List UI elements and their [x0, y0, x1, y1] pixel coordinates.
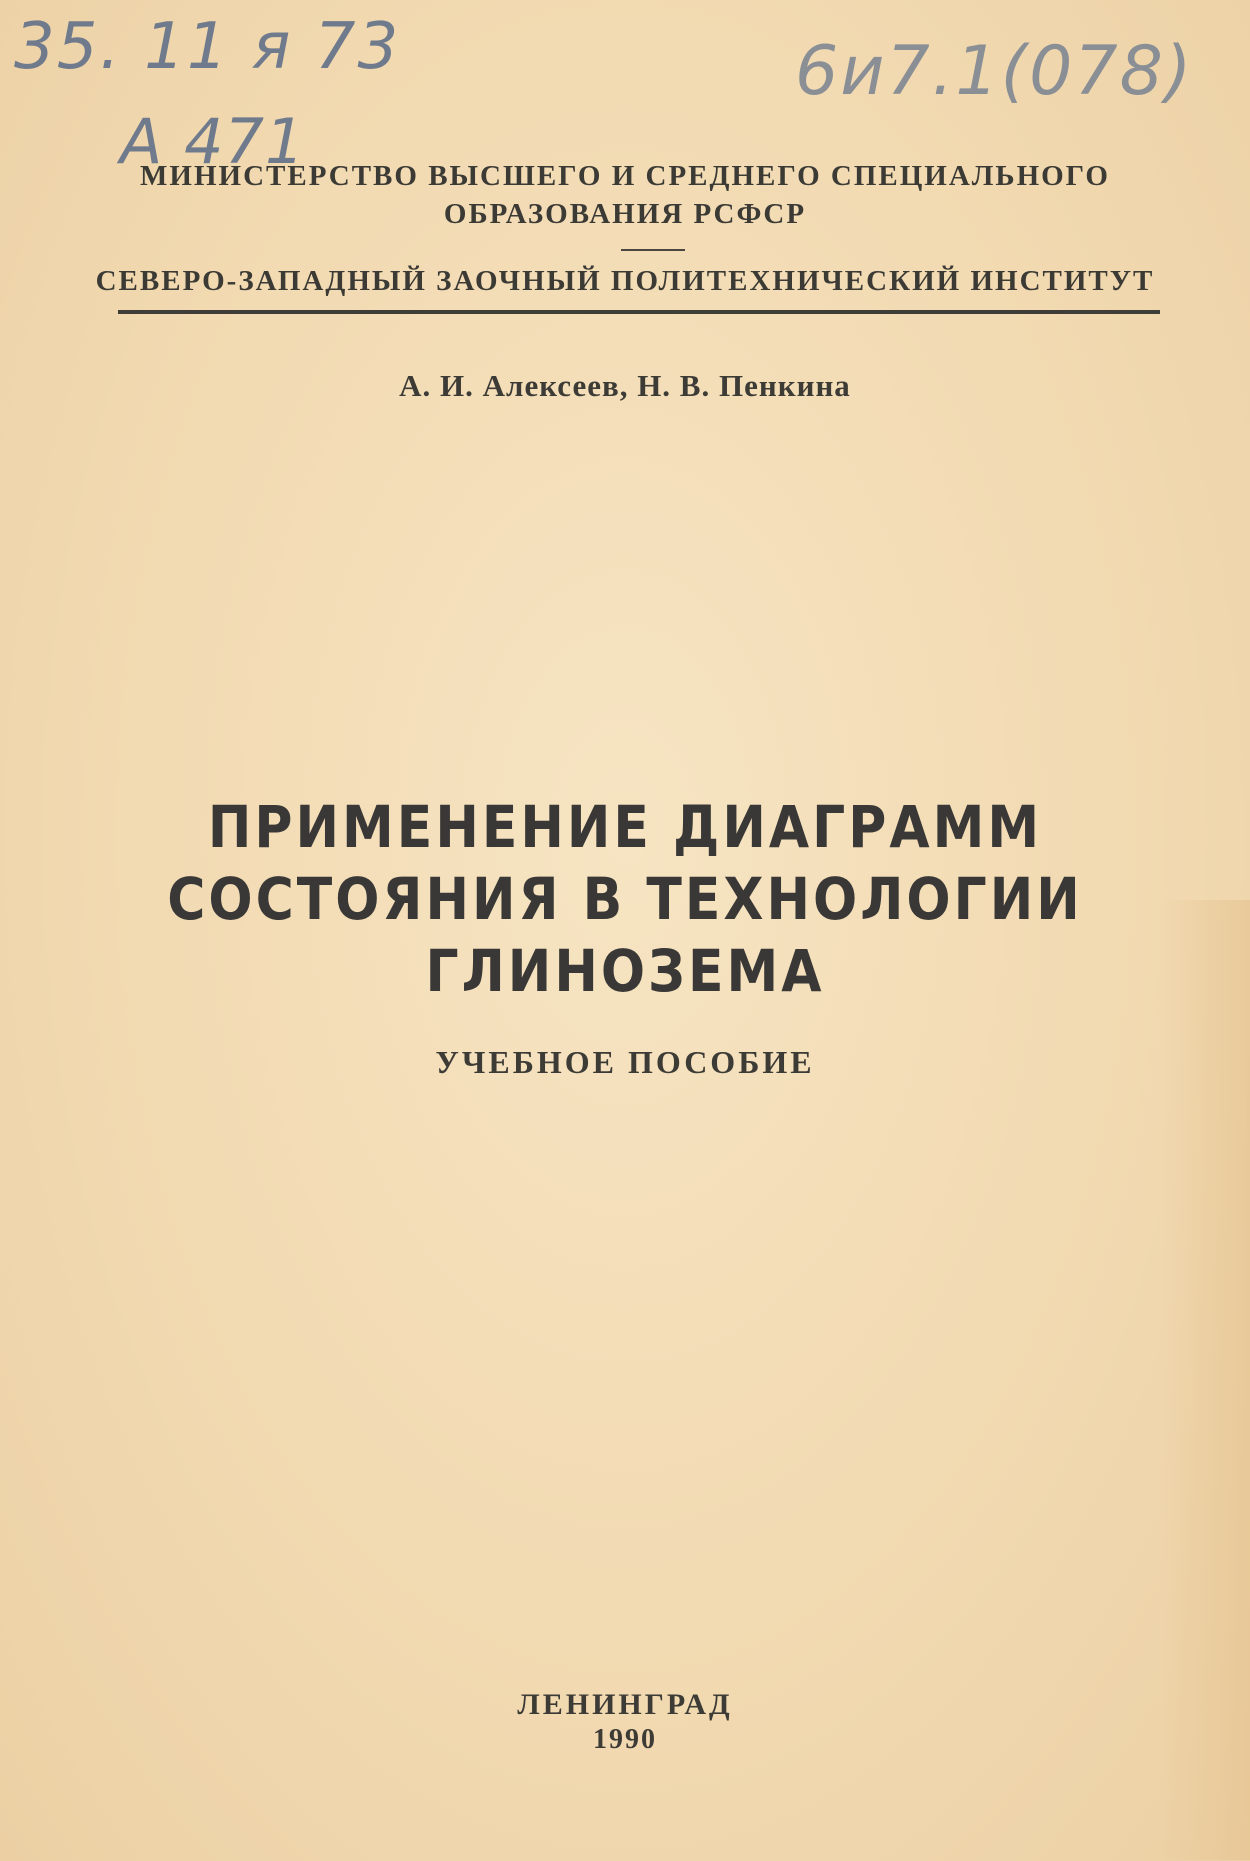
institute-name: СЕВЕРО-ЗАПАДНЫЙ ЗАОЧНЫЙ ПОЛИТЕХНИЧЕСКИЙ ИНСТИТУТ [95, 265, 1155, 297]
handwritten-shelf-mark: 35. 11 я 73 [14, 10, 401, 84]
title-line-3: ГЛИНОЗЕМА [425, 938, 825, 1006]
handwritten-author-mark: А 471 [120, 105, 306, 178]
publication-city: ЛЕНИНГРАД [517, 1688, 733, 1721]
publication-year: 1990 [593, 1724, 657, 1755]
title-line-2: СОСТОЯНИЯ В ТЕХНОЛОГИИ [167, 866, 1083, 934]
handwritten-classification: 6и7.1(078) [795, 32, 1194, 111]
title-line-1: ПРИМЕНЕНИЕ ДИАГРАММ [207, 794, 1043, 862]
ministry-line-2: ОБРАЗОВАНИЯ РСФСР [443, 198, 807, 230]
short-divider [621, 249, 685, 251]
header-rule [118, 310, 1160, 314]
subtitle: УЧЕБНОЕ ПОСОБИЕ [435, 1044, 815, 1080]
ministry-line-1: МИНИСТЕРСТВО ВЫСШЕГО И СРЕДНЕГО СПЕЦИАЛЬНОГО [140, 160, 1110, 192]
authors: А. И. Алексеев, Н. В. Пенкина [399, 368, 851, 403]
